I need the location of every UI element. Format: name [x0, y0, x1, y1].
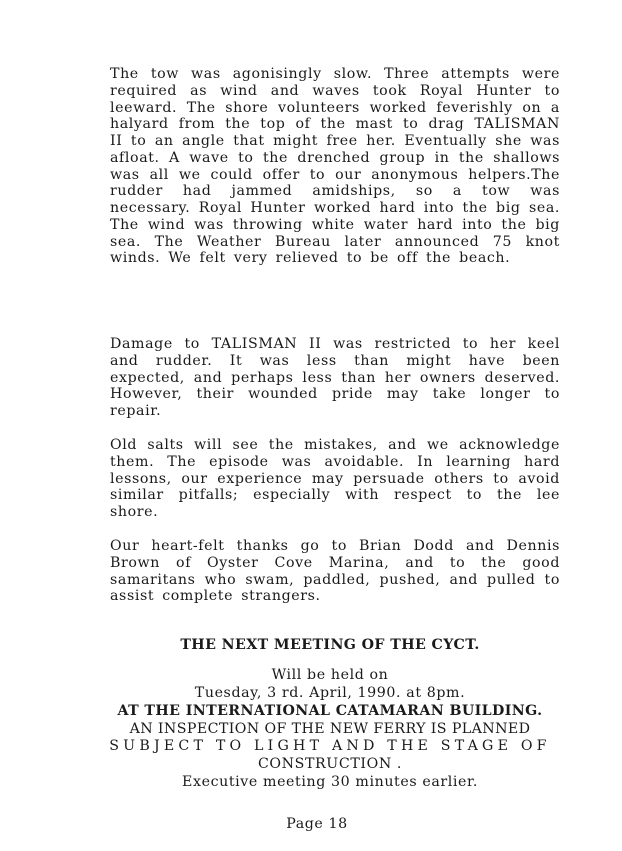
- meeting-notice-line: SUBJECT TO LIGHT AND THE STAGE OF: [109, 738, 551, 754]
- meeting-notice-heading: THE NEXT MEETING OF THE CYCT.: [180, 637, 480, 653]
- meeting-date-line: Tuesday, 3 rd. April, 1990. at 8pm.: [194, 685, 466, 701]
- meeting-notice-line: AN INSPECTION OF THE NEW FERRY IS PLANNED: [129, 721, 531, 737]
- page-number: Page 18: [286, 816, 348, 832]
- meeting-notice-line: CONSTRUCTION .: [257, 756, 403, 772]
- executive-meeting-line: Executive meeting 30 minutes earlier.: [182, 774, 478, 790]
- meeting-location-line: AT THE INTERNATIONAL CATAMARAN BUILDING.: [117, 703, 543, 719]
- paragraph-lessons: Old salts will see the mistakes, and we acknowledge them. The episode was avoidable. In learning hard lessons, our experience may persuade others to avoid similar pitfalls; especially with respect to the lee shore.: [110, 437, 560, 520]
- paragraph-damage-report: Damage to TALISMAN II was restricted to her keel and rudder. It was less than might have been expected, and perhaps less than her owners deserved. However, their wounded pride may take longer to repair.: [110, 336, 560, 419]
- paragraph-thanks: Our heart-felt thanks go to Brian Dodd and Dennis Brown of Oyster Cove Marina, and to the good samaritans who swam, paddled, pushed, and pulled to assist complete strangers.: [110, 538, 560, 605]
- paragraph-tow-account: The tow was agonisingly slow. Three attempts were required as wind and waves took Royal Hunter to leeward. The shore volunteers worked feverishly on a halyard from the top of the mast to drag TALISMAN II to an angle that might free her. Eventually she was afloat. A wave to the drenched group in the shallows was all we could offer to our anonymous helpers.The rudder had jammed amidships, so a tow was necessary. Royal Hunter worked hard into the big sea. The wind was throwing white water hard into the big sea. The Weather Bureau later announced 75 knot winds. We felt very relieved to be off the beach.: [110, 66, 560, 267]
- meeting-notice-line: Will be held on: [271, 667, 389, 683]
